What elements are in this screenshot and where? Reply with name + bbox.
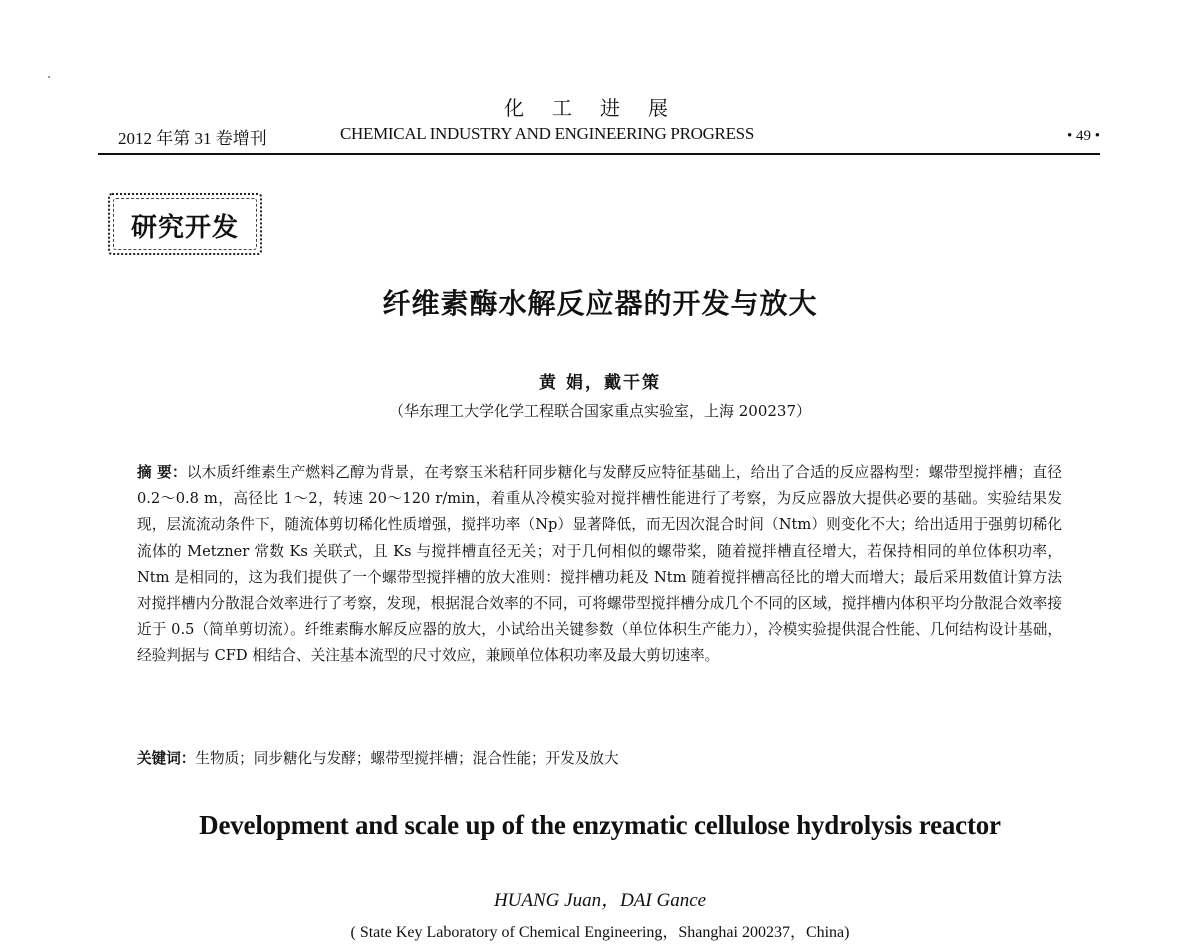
- journal-title-cn: 化工进展: [504, 96, 696, 120]
- abstract-text: 以木质纤维素生产燃料乙醇为背景，在考察玉米秸秆同步糖化与发酵反应特征基础上，给出了合适的反应器构型：螺带型搅拌槽；直径 0.2～0.8 m，高径比 1～2，转速 20～120 r/min，着重从冷模实验对搅拌槽性能进行了考察，为反应器放大提供必要的基础。实验结果发现，层流流动条件下，随流体剪切稀化性质增强，搅拌功率（Np）显著降低，而无因次混合时间（Ntm）则变化不大；给出适用于强剪切稀化流体的 Metzner 常数 Ks 关联式，且 Ks 与搅拌槽直径无关；对于几何相似的螺带桨，随着搅拌槽直径增大，若保持相同的单位体积功率，Ntm 是相同的，这为我们提供了一个螺带型搅拌槽的放大准则：搅拌槽功耗及 Ntm 随着搅拌槽高径比的增大而增大；最后采用数值计算方法对搅拌槽内分散混合效率进行了考察，发现，根据混合效率的不同，可将螺带型搅拌槽分成几个不同的区域，搅拌槽内体积平均分散混合效率接近于 0.5（简单剪切流）。纤维素酶水解反应器的放大，小试给出关键参数（单位体积生产能力），冷模实验提供混合性能、几何结构设计基础，经验判据与 CFD 相结合、关注基本流型的尺寸效应，兼顾单位体积功率及最大剪切速率。: [137, 464, 1062, 665]
- column-badge: [108, 193, 262, 255]
- authors-cn: 黄 娟，戴干策: [539, 373, 661, 393]
- affiliation-en: ( State Key Laboratory of Chemical Engineering，Shanghai 200237，China): [350, 924, 850, 941]
- authors-en: HUANG Juan，DAI Gance: [493, 890, 707, 911]
- column-label: 研究开发: [130, 213, 239, 243]
- page-number: • 49 •: [1066, 128, 1100, 144]
- article-title-cn: 纤维素酶水解反应器的开发与放大: [382, 287, 818, 320]
- affiliation-cn: （华东理工大学化学工程联合国家重点实验室，上海 200237）: [388, 402, 812, 420]
- abstract-label: 摘 要：: [137, 464, 187, 481]
- keywords-cn: [137, 747, 1062, 771]
- keywords-label: 关键词：: [137, 750, 196, 767]
- header-rule: [98, 153, 1100, 155]
- scan-speck: [48, 76, 50, 78]
- abstract-cn: [137, 460, 1062, 670]
- issue-info: 2012 年第 31 卷增刊: [118, 129, 267, 148]
- keywords-text: 生物质；同步糖化与发酵；螺带型搅拌槽；混合性能；开发及放大: [195, 750, 619, 767]
- journal-title-en: CHEMICAL INDUSTRY AND ENGINEERING PROGRESS: [340, 124, 754, 143]
- article-title-en: Development and scale up of the enzymatic cellulose hydrolysis reactor: [199, 810, 1001, 840]
- running-header: [98, 124, 1100, 150]
